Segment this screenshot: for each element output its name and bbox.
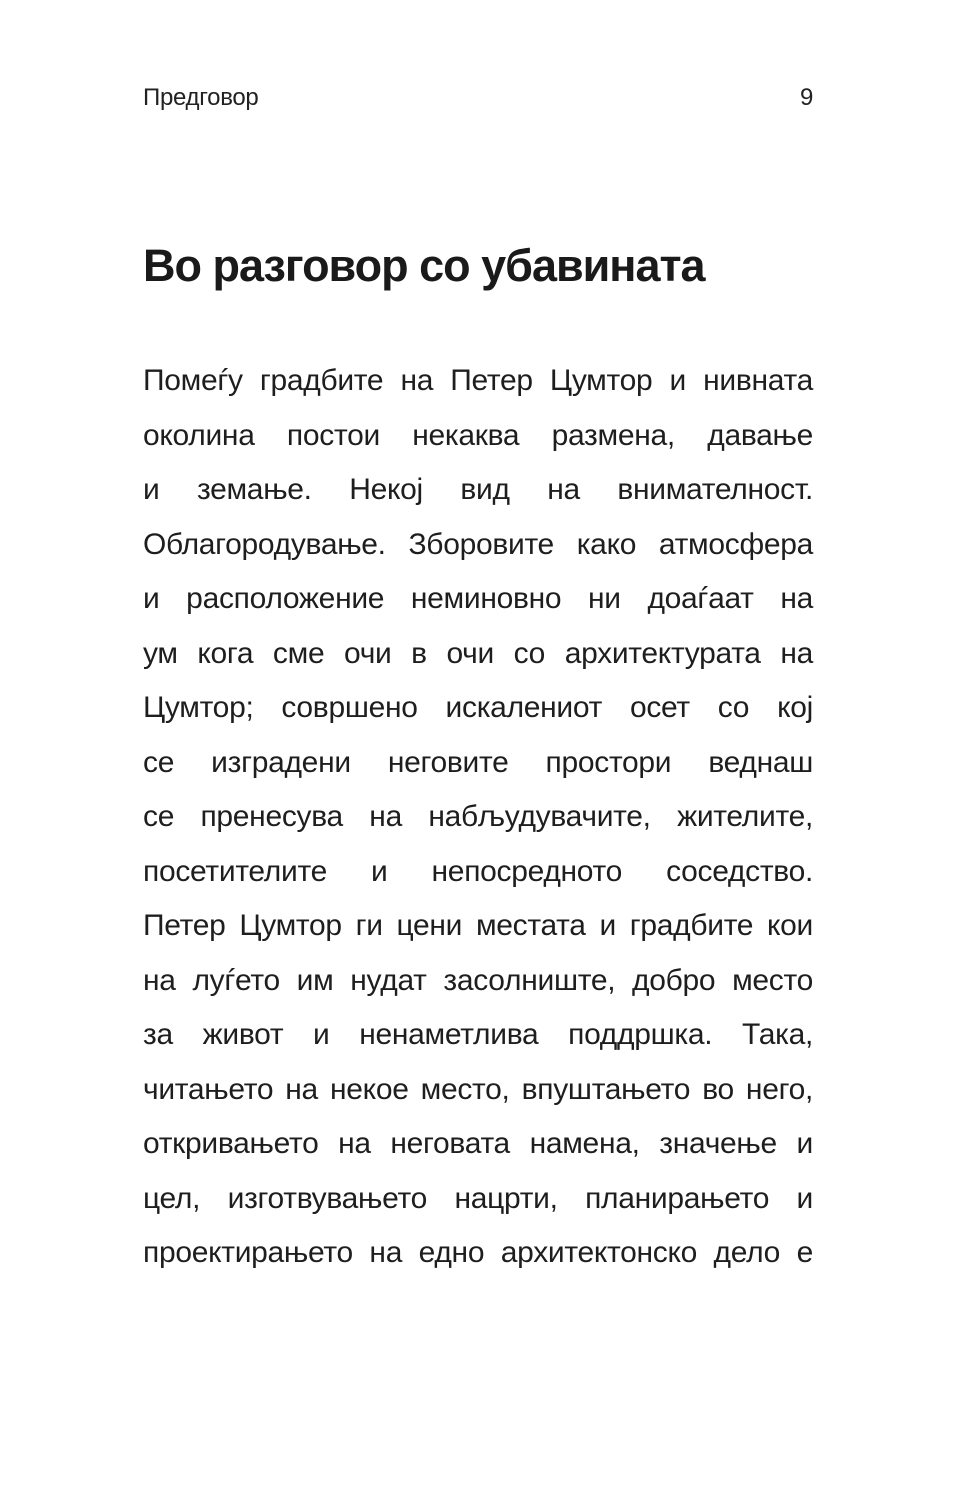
body-line: за живот и ненаметлива поддршка. Така, bbox=[143, 1018, 813, 1051]
body-line: се пренесува на набљудувачите, жителите, bbox=[143, 800, 813, 833]
body-line: Петер Цумтор ги цени местата и градбите кои bbox=[143, 909, 813, 942]
body-line: околина постои некаква размена, давање bbox=[143, 418, 813, 452]
body-line: ум кога сме очи в очи со архитектурата на bbox=[143, 636, 813, 670]
running-header-section-title: Предговор bbox=[143, 84, 259, 111]
running-header bbox=[143, 84, 813, 112]
body-line: Цумтор; совршено искалениот осет со кој bbox=[143, 691, 813, 724]
body-line: проектирањето на едно архитектонско дело е bbox=[143, 1236, 813, 1269]
page-number: 9 bbox=[799, 84, 813, 111]
body-line: се изградени неговите простори веднаш bbox=[143, 745, 813, 779]
body-line: цел, изготвувањето нацрти, планирањето и bbox=[143, 1181, 813, 1215]
body-paragraph bbox=[143, 354, 813, 1281]
body-line: и земање. Некој вид на внимателност. bbox=[143, 473, 813, 506]
body-line: откривањето на неговата намена, значење и bbox=[143, 1127, 813, 1160]
body-line: Помеѓу градбите на Петер Цумтор и нивната bbox=[143, 364, 813, 397]
body-line: Облагородување. Зборовите како атмосфера bbox=[143, 527, 813, 561]
body-line: посетителите и непосредното соседство. bbox=[143, 854, 813, 888]
body-line: на луѓето им нудат засолниште, добро место bbox=[143, 963, 813, 997]
body-line: читањето на некое место, впуштањето во него, bbox=[143, 1072, 813, 1106]
body-line: и расположение неминовно ни доаѓаат на bbox=[143, 582, 813, 615]
chapter-title: Во разговор со убавината bbox=[143, 240, 705, 291]
